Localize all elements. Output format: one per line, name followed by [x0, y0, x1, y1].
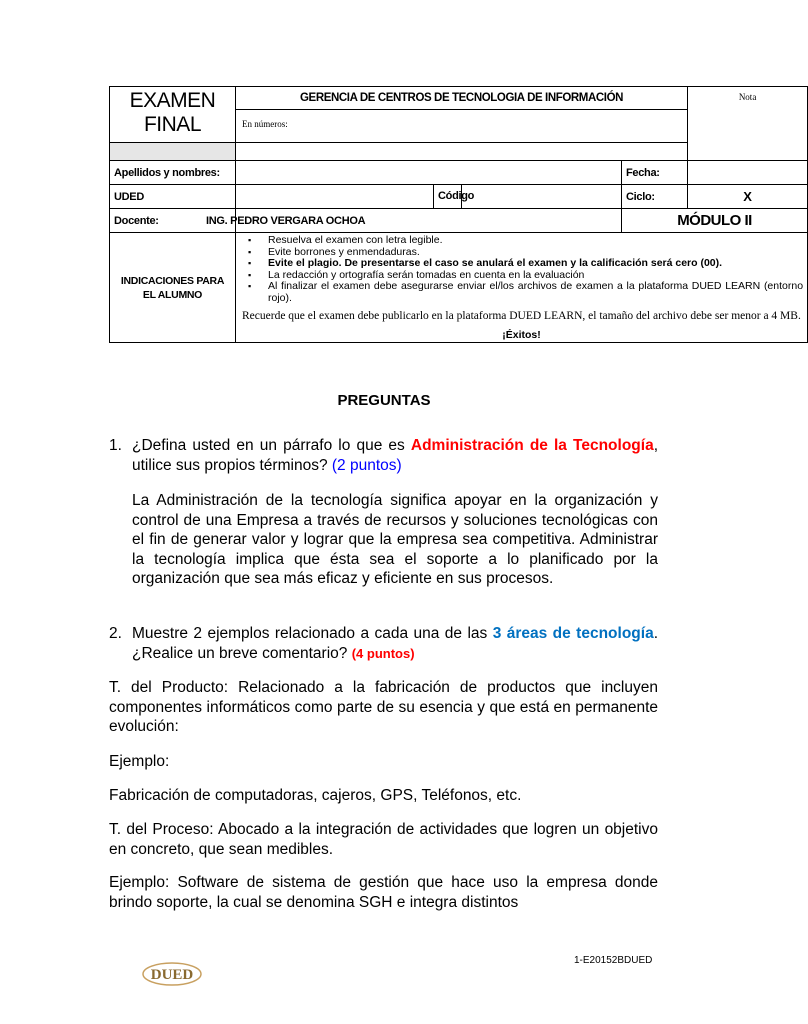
question-2 — [109, 624, 658, 663]
question-1-pre: ¿Defina usted en un párrafo lo que es — [132, 437, 411, 454]
gerencia-title: GERENCIA DE CENTROS DE TECNOLOGIA DE INFORMACIÓN — [236, 87, 687, 110]
ejemplo-label: Ejemplo: — [109, 753, 170, 770]
question-1-highlight: Administración de la Tecnología — [410, 437, 654, 454]
dued-logo-icon — [140, 958, 204, 988]
question-2-post: . ¿Realice un breve comentario? — [132, 625, 659, 662]
question-2-pre: Muestre 2 ejemplos relacionado a cada una de las — [132, 625, 493, 642]
indicaciones-label: INDICACIONES PARA EL ALUMNO — [110, 233, 236, 343]
indicacion-item: ▪ La redacción y ortografía serán tomadas en cuenta en la evaluación — [268, 270, 803, 282]
nota-label: Nota — [738, 92, 757, 102]
preguntas-heading: PREGUNTAS — [337, 392, 431, 409]
uded-value — [236, 185, 434, 209]
question-number: 1. — [109, 437, 122, 454]
docente-label: Docente: — [110, 209, 236, 233]
question-1-post: , utilice sus propios términos? — [132, 437, 659, 474]
codigo-value — [438, 185, 622, 209]
nota-cell — [688, 87, 808, 161]
exam-grey-cell — [110, 143, 236, 161]
fabricacion-paragraph: Fabricación de computadoras, cajeros, GPS, Teléfonos, etc. — [109, 787, 522, 804]
indicaciones-content — [236, 233, 808, 343]
answer-1: La Administración de la tecnología significa apoyar en la organización y control de una Empresa a través de recursos y soluciones tecnológicas con el fin de generar valor y lograr que la empresa sea competitiva. Administrar la tecnología implica que ésta sea el soporte a lo planificado por la organización que sea más eficaz y eficiente en sus procesos. — [132, 492, 658, 587]
indicacion-item: ▪ Al finalizar el examen debe asegurarse enviar el/los archivos de examen a la plataforma DUED LEARN (entorno rojo). — [268, 281, 803, 304]
question-2-points: (4 puntos) — [351, 645, 415, 661]
question-text — [132, 624, 658, 663]
gerencia-cell — [236, 87, 688, 143]
apellidos-value — [236, 161, 622, 185]
indicaciones-list — [240, 235, 803, 304]
fecha-value — [688, 161, 808, 185]
en-numeros-value — [236, 143, 688, 161]
software-paragraph: Ejemplo: Software de sistema de gestión que hace uso la empresa donde brindo soporte, la cual se denomina SGH e integra distintos — [109, 874, 658, 911]
question-2-highlight: 3 áreas de tecnología — [492, 625, 654, 642]
indicacion-item: ▪ Evite el plagio. De presentarse el caso se anulará el examen y la calificación será cero (00). — [268, 258, 803, 270]
exitos-text: ¡Éxitos! — [502, 329, 541, 341]
uded-label: UDED — [110, 185, 236, 209]
docente-value — [206, 209, 622, 233]
indicacion-item: ▪ Evite borrones y enmendaduras. — [268, 247, 803, 259]
question-text — [132, 436, 658, 475]
fecha-label: Fecha: — [622, 161, 688, 185]
codigo-label-text: Código — [438, 190, 475, 202]
apellidos-label: Apellidos y nombres: — [110, 161, 236, 185]
footer-code: 1-E20152BDUED — [574, 955, 653, 966]
logo-text: DUED — [150, 967, 194, 983]
question-1-points: (2 puntos) — [331, 456, 402, 474]
docente-value-text: ING. PEDRO VERGARA OCHOA — [206, 214, 366, 227]
exam-title-line2: FINAL — [143, 113, 201, 136]
producto-paragraph: T. del Producto: Relacionado a la fabricación de productos que incluyen componentes informáticos como parte de su esencia y que está en permanente evolución: — [109, 679, 658, 735]
modulo-label: MÓDULO II — [622, 209, 808, 233]
question-number: 2. — [109, 625, 122, 642]
question-1 — [109, 436, 658, 475]
dued-logo — [140, 958, 204, 988]
en-numeros-label: En números: — [242, 119, 288, 129]
indicacion-item: ▪ Resuelva el examen con letra legible. — [268, 235, 803, 247]
ciclo-value: X — [688, 185, 808, 209]
recuerde-note: Recuerde que el examen debe publicarlo en la plataforma DUED LEARN, el tamaño del archivo debe ser menor a 4 MB. — [242, 310, 801, 322]
exam-header-table — [109, 86, 808, 343]
ciclo-label: Ciclo: — [622, 185, 688, 209]
exam-title-line1: EXAMEN — [129, 89, 216, 112]
proceso-paragraph: T. del Proceso: Abocado a la integración de actividades que logren un objetivo en concreto, que sean medibles. — [109, 821, 658, 858]
exam-title — [110, 87, 236, 143]
